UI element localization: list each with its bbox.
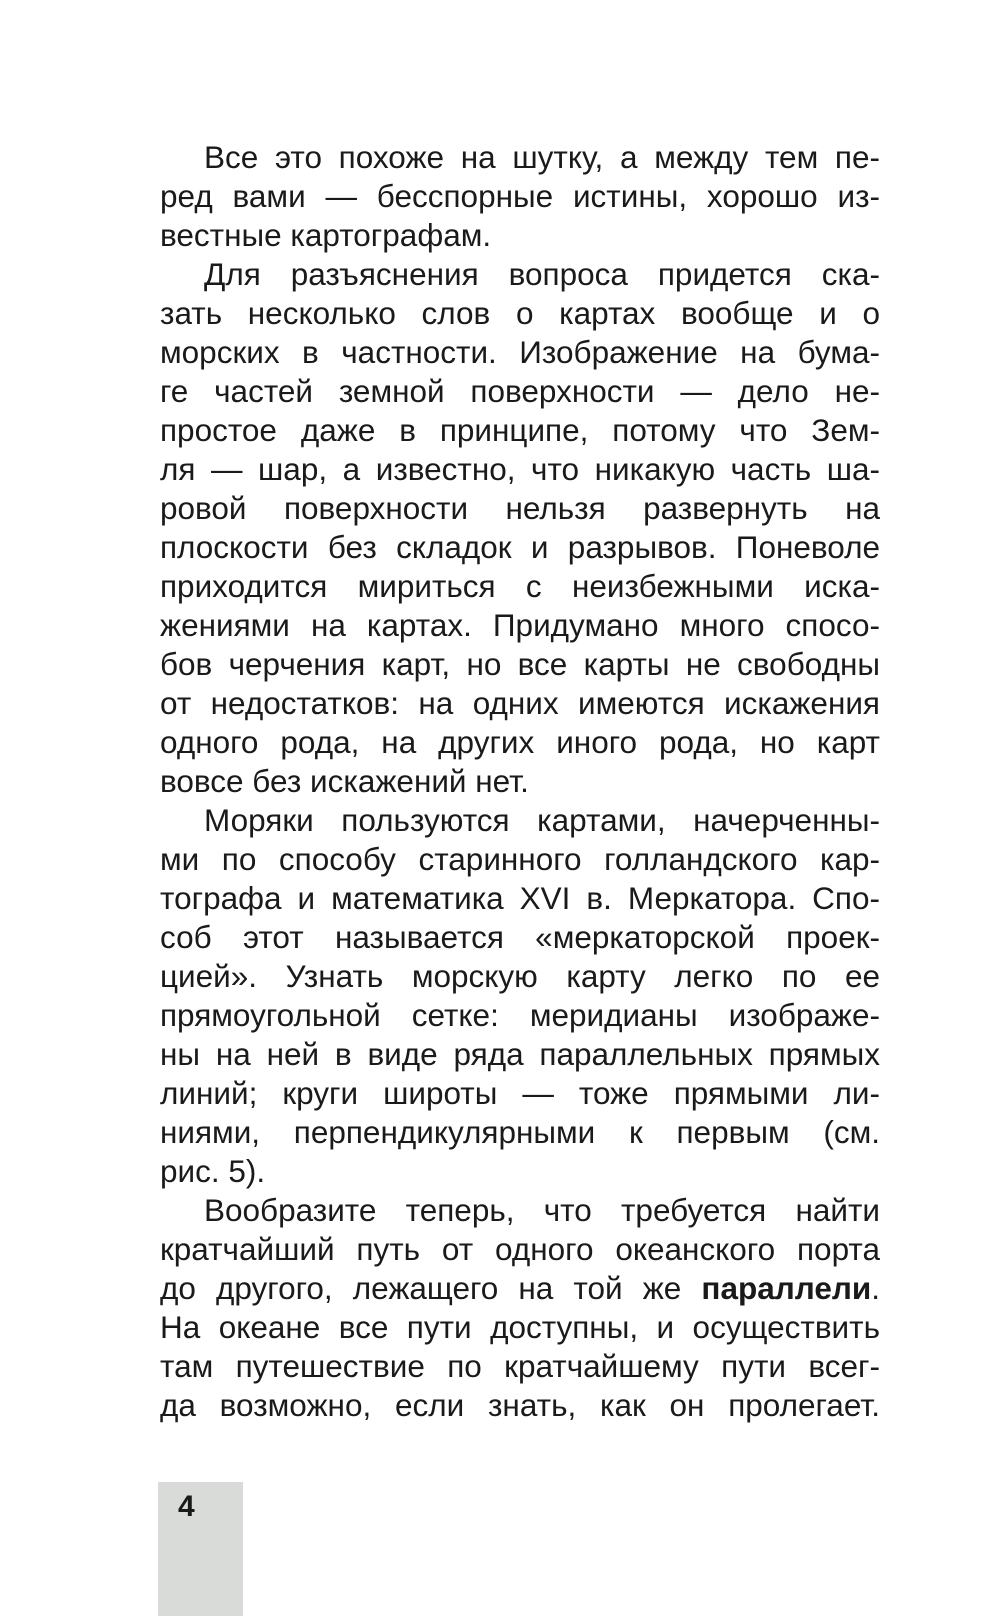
text-line: соб этот называется «меркаторской проек- [160,919,880,955]
text-line: там путешествие по кратчайшему пути всег- [160,1348,880,1384]
text-line: простое даже в принципе, потому что Зем- [160,412,880,448]
text-line: Моряки пользуются картами, начерченны- [204,802,880,838]
text-line: бов черчения карт, но все карты не свободны [160,646,880,682]
text-line: вовсе без искажений нет. [160,763,529,799]
text-line: Для разъяснения вопроса придется ска- [204,256,880,292]
text-line: зать несколько слов о картах вообще и о [160,295,880,331]
text-line: от недостатков: на одних имеются искажения [160,685,880,721]
text-line: линий; круги широты — тоже прямыми ли- [160,1075,880,1111]
text-line: ля — шар, а известно, что никакую часть ша- [160,451,880,487]
text-line: Все это похоже на шутку, а между тем пе- [204,139,880,175]
text-line: ниями, перпендикулярными к первым (см. [160,1114,880,1150]
text-line: ны на ней в виде ряда параллельных прямых [160,1036,880,1072]
text-line: плоскости без складок и разрывов. Поневоле [160,529,880,565]
text-fragment: до другого, лежащего на той же [160,1270,702,1306]
paragraph-3 [160,801,880,1191]
text-line: ред вами — бесспорные истины, хорошо из- [160,178,880,214]
text-line: цией». Узнать морскую карту легко по ее [160,958,880,994]
text-line: жениями на картах. Придумано много спосо- [160,607,880,643]
text-line: тографа и математика XVI в. Меркатора. Спо- [160,880,880,916]
text-line: На океане все пути доступны, и осуществить [160,1309,880,1345]
text-line: прямоугольной сетке: меридианы изображе- [160,997,880,1033]
text-line: да возможно, если знать, как он пролегает. [160,1387,880,1423]
text-line: ровой поверхности нельзя развернуть на [160,490,880,526]
text-line: вестные картографам. [160,217,492,253]
paragraph-4 [160,1191,880,1425]
body-text [160,138,880,1425]
text-line-with-bold [160,1269,880,1308]
text-line: морских в частности. Изображение на бума- [160,334,880,370]
text-line: Вообразите теперь, что требуется найти [204,1192,880,1228]
text-fragment: . [871,1270,880,1306]
bold-term: параллели [701,1270,872,1306]
paragraph-1 [160,138,880,255]
text-line: рис. 5). [160,1153,266,1189]
text-line: одного рода, на других иного рода, но карт [160,724,880,760]
text-line: ми по способу старинного голландского кар- [160,841,880,877]
text-line: приходится мириться с неизбежными иска- [160,568,880,604]
page-number-tab [158,1482,243,1616]
text-line: ге частей земной поверхности — дело не- [160,373,880,409]
text-line: кратчайший путь от одного океанского порта [160,1231,880,1267]
paragraph-2 [160,255,880,801]
page-number: 4 [178,1490,195,1523]
